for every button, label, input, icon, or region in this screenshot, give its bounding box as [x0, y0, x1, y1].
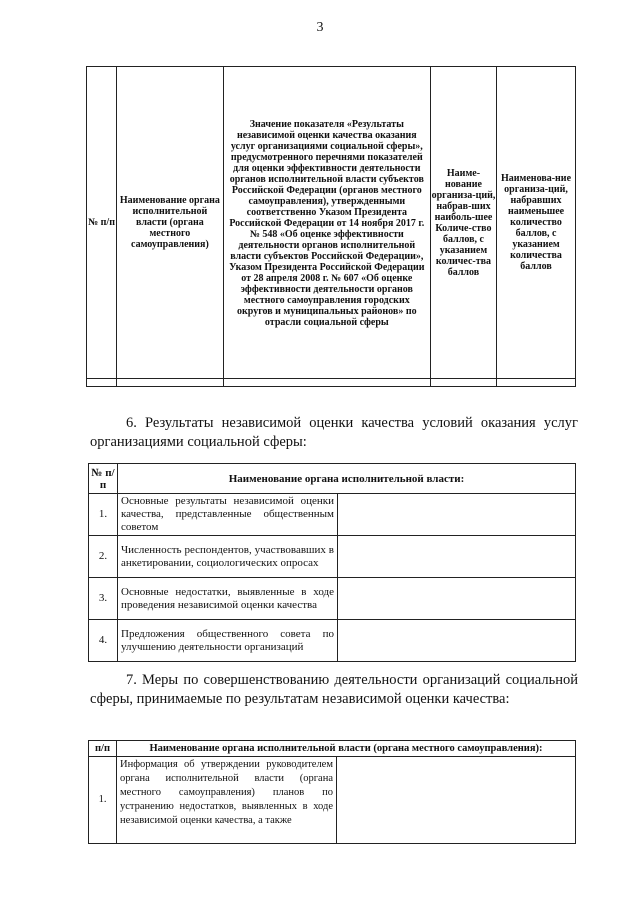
- section-6-heading: [90, 414, 578, 452]
- value-cell[interactable]: [337, 757, 576, 844]
- row-number: 3.: [89, 578, 118, 620]
- row-label: Численность респондентов, участвовавших в анкетировании, социологических опросах: [118, 536, 338, 578]
- column-header-min-score-orgs: Наименова-ние организа-ций, набравших наименьшее количество баллов, с указанием количества баллов: [497, 67, 576, 379]
- row-label: Предложения общественного совета по улучшению деятельности организаций: [118, 620, 338, 662]
- section-7-heading: [90, 671, 578, 709]
- table-cell[interactable]: [223, 379, 430, 387]
- column-header-authority: Наименование органа исполнительной власти (органа местного самоуправления): [117, 67, 224, 379]
- column-header-number: № п/п: [87, 67, 117, 379]
- column-header-authority: Наименование органа исполнительной власти:: [118, 464, 576, 494]
- row-label: Основные результаты независимой оценки качества, представленные общественным советом: [118, 494, 338, 536]
- table-cell[interactable]: [117, 379, 224, 387]
- row-number: 4.: [89, 620, 118, 662]
- column-header-number: п/п: [89, 741, 117, 757]
- table-row: [89, 620, 576, 662]
- value-cell[interactable]: [338, 578, 576, 620]
- value-cell[interactable]: [338, 494, 576, 536]
- results-table: [88, 463, 576, 662]
- table-cell[interactable]: [430, 379, 496, 387]
- row-label: Информация об утверждении руководителем органа исполнительной власти (органа местного самоуправления) планов по устранению недостатков, выявленных в ходе независимой оценки качества, а также: [117, 757, 337, 844]
- table-row: [89, 757, 576, 844]
- column-header-max-score-orgs: Наиме-нование организа-ций, набрав-ших наиболь-шее Количе-ство баллов, с указанием количес-тва баллов: [430, 67, 496, 379]
- indicator-table: [86, 66, 576, 387]
- row-number: 1.: [89, 757, 117, 844]
- table-header-row: [89, 741, 576, 757]
- row-number: 2.: [89, 536, 118, 578]
- column-header-authority: Наименование органа исполнительной власти (органа местного самоуправления):: [117, 741, 576, 757]
- table-cell[interactable]: [87, 379, 117, 387]
- table-header-row: [89, 464, 576, 494]
- column-header-number: № п/п: [89, 464, 118, 494]
- table-cell[interactable]: [497, 379, 576, 387]
- table-header-row: [87, 67, 576, 379]
- column-header-indicator-value: Значение показателя «Результаты независимой оценки качества оказания услуг организациями социальной сферы», предусмотренного перечнями показателей для оценки эффективности деятельности органов исполнительной власти субъектов Российской Федерации (органов местного самоуправления), утвержденными соответственно Указом Президента Российской Федерации от 14 ноября 2017 г. № 548 «Об оценке эффективности деятельности органов исполнительной власти субъектов Российской Федерации», Указом Президента Российской Федерации от 28 апреля 2008 г. № 607 «Об оценке эффективности деятельности органов местного самоуправления городских округов и муниципальных районов» по отрасли социальной сферы: [223, 67, 430, 379]
- row-label: Основные недостатки, выявленные в ходе проведения независимой оценки качества: [118, 578, 338, 620]
- table-row: [87, 379, 576, 387]
- page-number: 3: [316, 20, 324, 35]
- section-6-text: 6. Результаты независимой оценки качества условий оказания услуг организациями социальной сферы:: [90, 415, 578, 450]
- measures-table: [88, 740, 576, 844]
- table-row: [89, 494, 576, 536]
- value-cell[interactable]: [338, 536, 576, 578]
- table-row: [89, 536, 576, 578]
- section-7-text: 7. Меры по совершенствованию деятельности организаций социальной сферы, принимаемые по результатам независимой оценки качества:: [90, 672, 578, 707]
- table-row: [89, 578, 576, 620]
- row-number: 1.: [89, 494, 118, 536]
- value-cell[interactable]: [338, 620, 576, 662]
